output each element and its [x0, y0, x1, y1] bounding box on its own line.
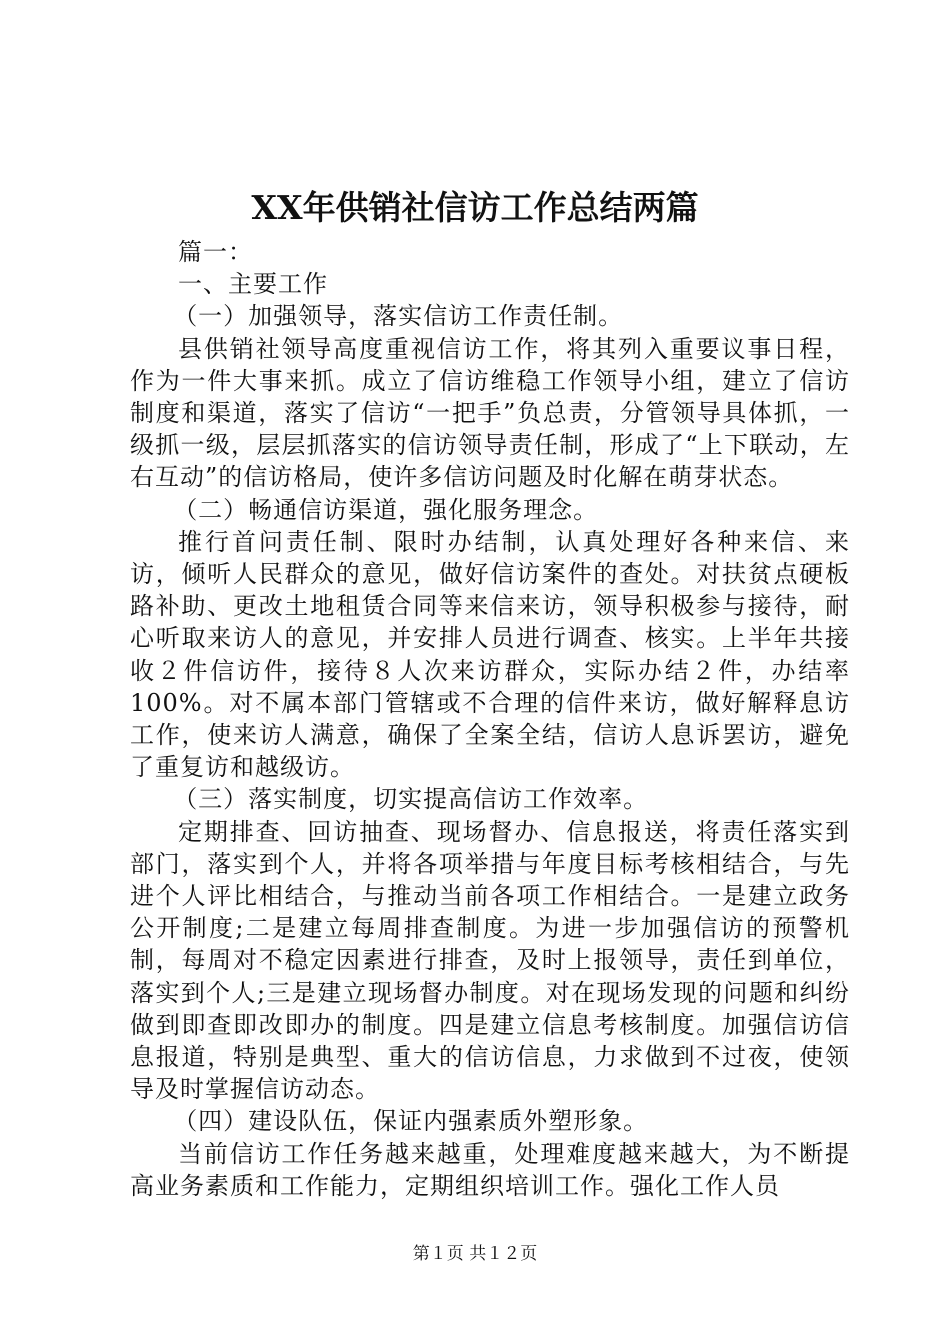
body-paragraph: 定期排查、回访抽查、现场督办、信息报送，将责任落实到部门，落实到个人，并将各项举措与年度目标考核相结合，与先进个人评比相结合，与推动当前各项工作相结合。一是建立政务公开制度;二是建立每周排查制度。为进一步加强信访的预警机制，每周对不稳定因素进行排查，及时上报领导，责任到单位，落实到个人;三是建立现场督办制度。对在现场发现的问题和纠纷做到即查即改即办的制度。四是建立信息考核制度。加强信访信息报道，特别是典型、重大的信访信息，力求做到不过夜，使领导及时掌握信访动态。	[130, 817, 850, 1104]
document-title: XX年供销社信访工作总结两篇	[251, 188, 699, 227]
body-paragraph: 当前信访工作任务越来越重，处理难度越来越大，为不断提高业务素质和工作能力，定期组织培训工作。强化工作人员	[130, 1139, 850, 1200]
document-body	[130, 236, 850, 1202]
page-footer: 第１页 共１２页	[412, 1244, 538, 1264]
subsection-heading: （二）畅通信访渠道，强化服务理念。	[173, 495, 599, 524]
subsection-heading: （四）建设队伍，保证内强素质外塑形象。	[173, 1107, 649, 1136]
section-heading: 一、主要工作	[178, 270, 328, 299]
body-paragraph: 县供销社领导高度重视信访工作，将其列入重要议事日程，作为一件大事来抓。成立了信访维稳工作领导小组，建立了信访制度和渠道，落实了信访“一把手”负总责，分管领导具体抓，一级抓一级，层层抓落实的信访领导责任制，形成了“上下联动，左右互动”的信访格局，使许多信访问题及时化解在萌芽状态。	[130, 334, 850, 492]
subsection-heading: （一）加强领导，落实信访工作责任制。	[173, 302, 624, 331]
section-heading: 篇一：	[178, 238, 253, 266]
body-paragraph: 推行首问责任制、限时办结制，认真处理好各种来信、来访，倾听人民群众的意见，做好信访案件的查处。对扶贫点硬板路补助、更改土地租赁合同等来信来访，领导积极参与接待，耐心听取来访人的意见，并安排人员进行调查、核实。上半年共接收２件信访件，接待８人次来访群众，实际办结２件，办结率100%。对不属本部门管辖或不合理的信件来访，做好解释息访工作，使来访人满意，确保了全案全结，信访人息诉罢访，避免了重复访和越级访。	[130, 527, 850, 782]
subsection-heading: （三）落实制度，切实提高信访工作效率。	[173, 785, 649, 814]
